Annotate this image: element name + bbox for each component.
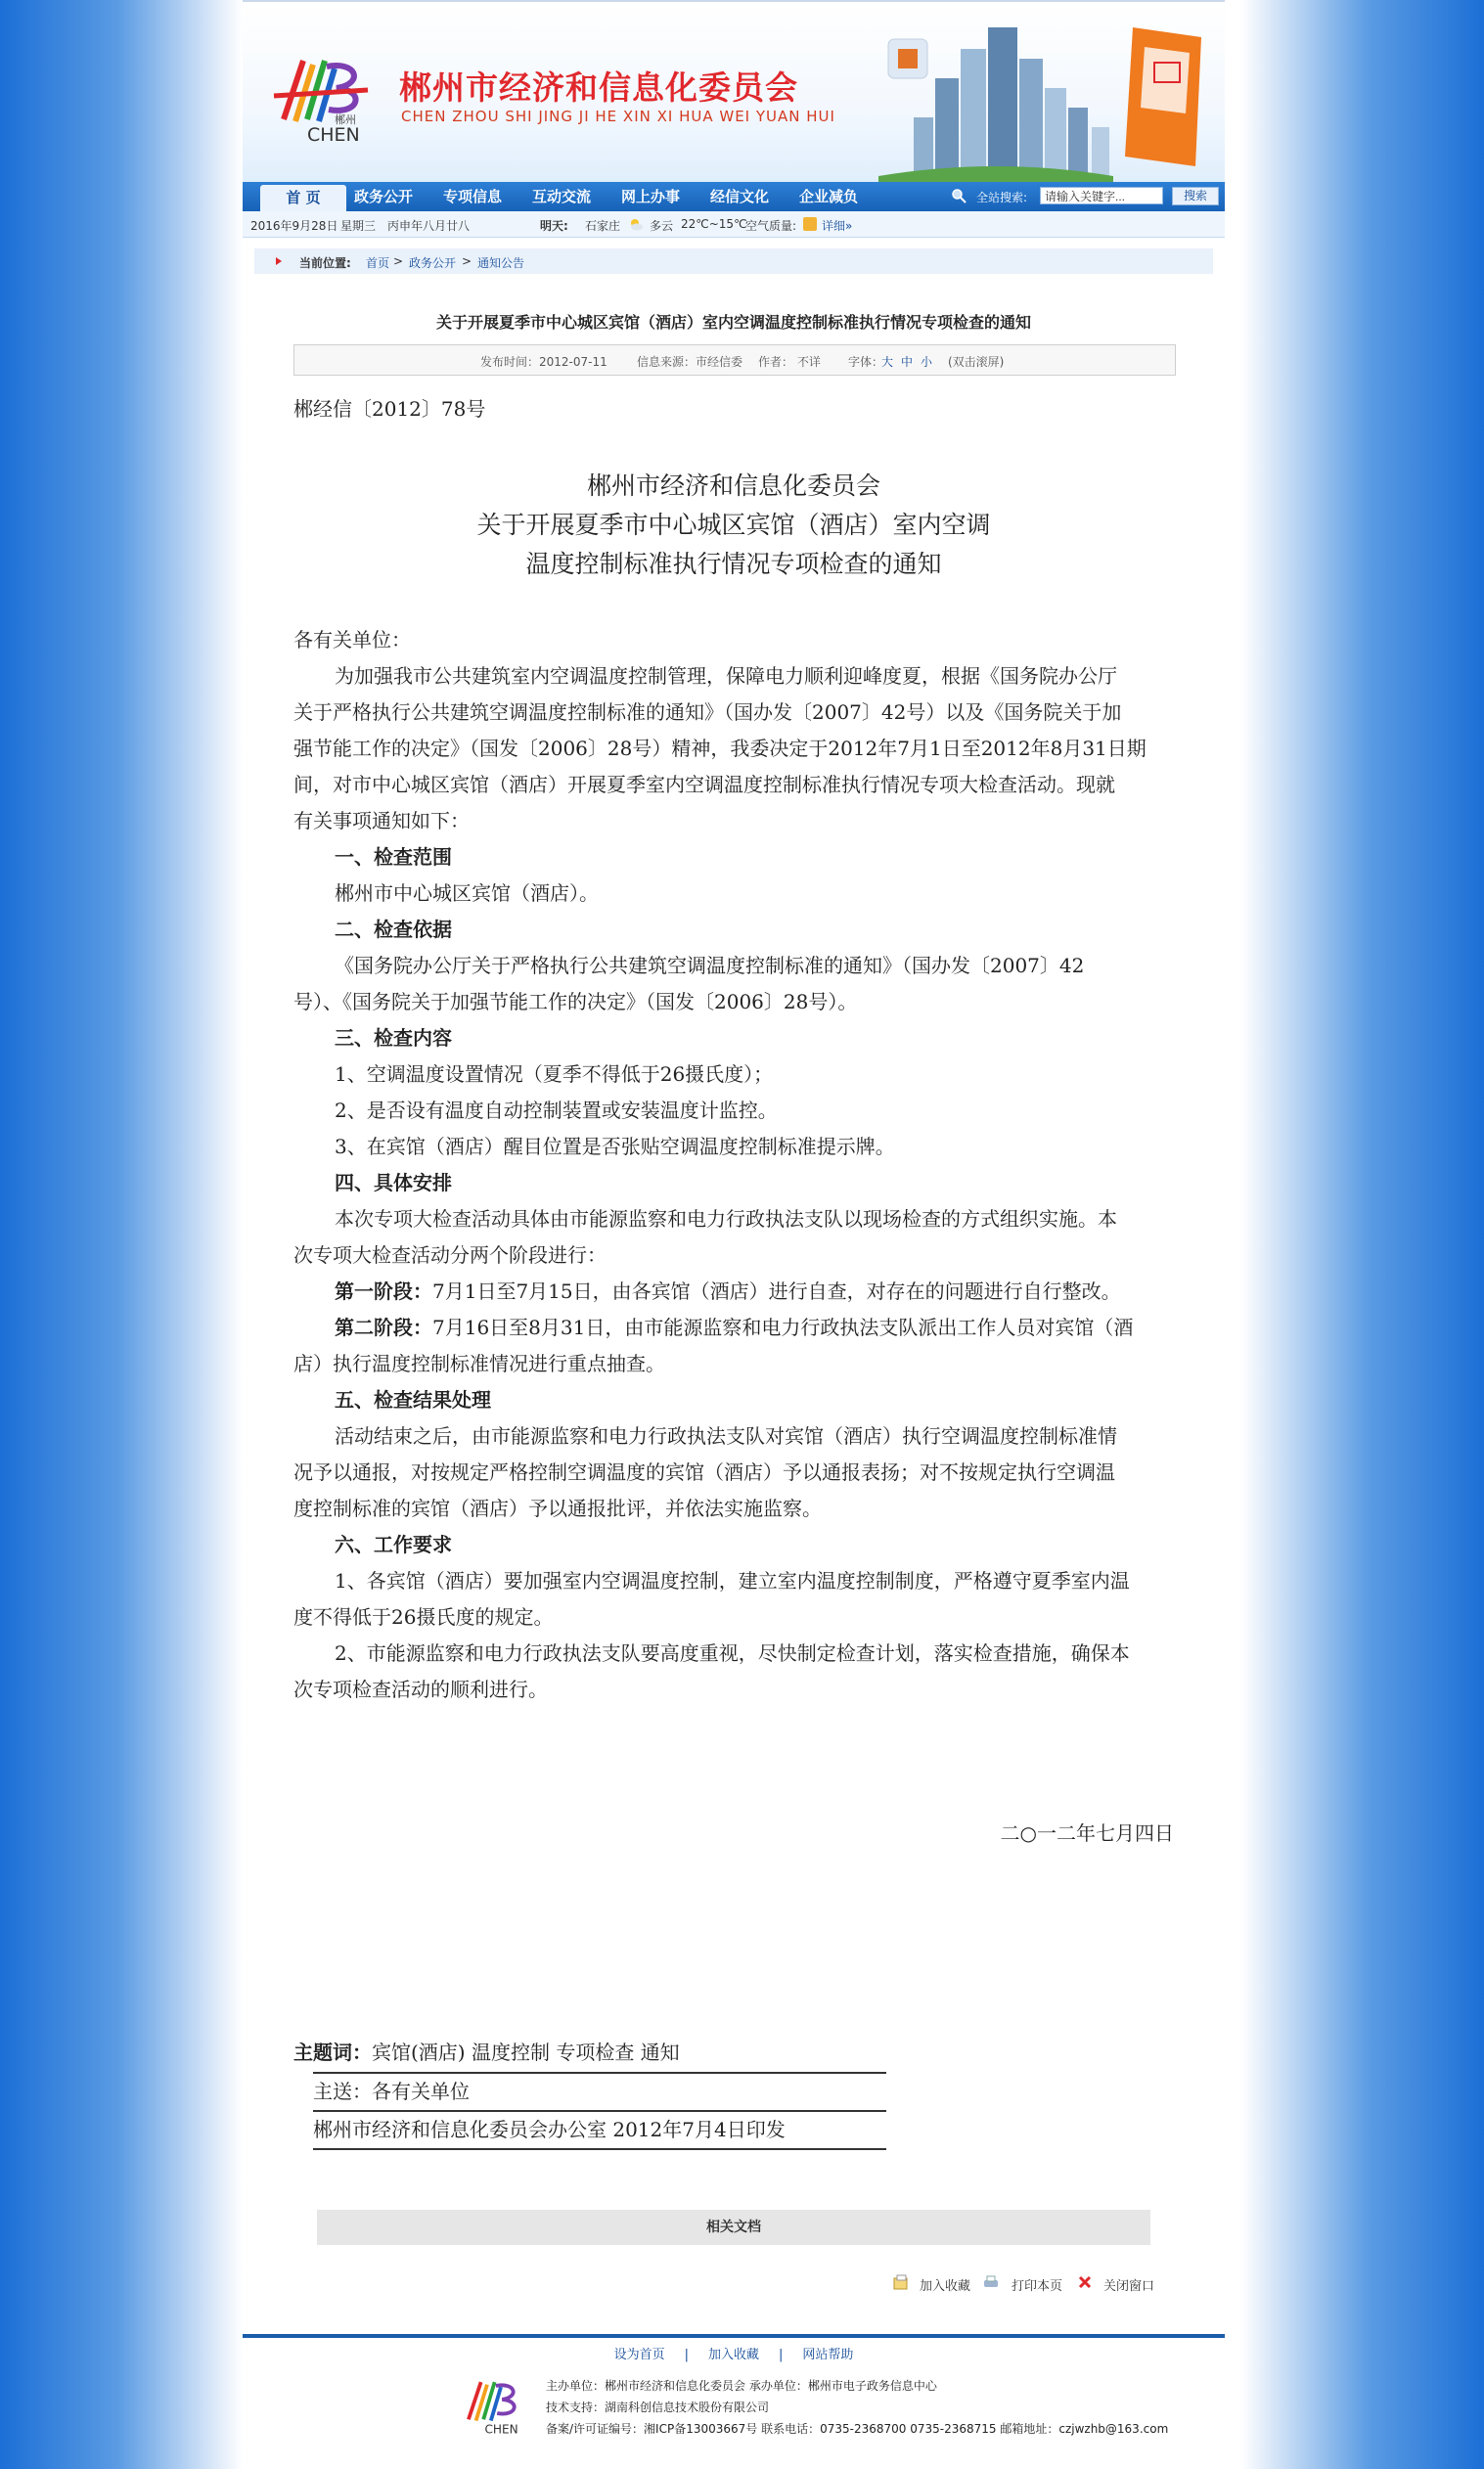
footer-tech-support: 技术支持：湖南科创信息技术股份有限公司 xyxy=(546,2401,770,2414)
site-header xyxy=(243,0,1225,184)
footer-link-separator: | xyxy=(684,2348,689,2362)
doc-section-heading: 六、工作要求 xyxy=(335,1533,452,1556)
doc-number: 郴经信〔2012〕78号 xyxy=(293,397,486,421)
font-size-large-link[interactable]: 大 xyxy=(881,355,894,369)
doc-paragraph-line xyxy=(335,1310,1133,1346)
doc-paragraph-line: 《国务院办公厅关于严格执行公共建筑空调温度控制标准的通知》（国办发〔2007〕42 xyxy=(335,954,1085,977)
weather-tomorrow-label: 明天: xyxy=(540,219,568,233)
nav-interaction[interactable]: 互动交流 xyxy=(532,188,592,205)
font-size-medium-link[interactable]: 中 xyxy=(901,355,914,369)
doc-issuer: 郴州市经济和信息化委员会办公室 2012年7月4日印发 xyxy=(313,2118,786,2141)
doc-recipients xyxy=(313,2074,470,2110)
temperature: 22℃~15℃ xyxy=(681,217,747,231)
info-bar xyxy=(243,211,1225,238)
doc-paragraph-line: 1、各宾馆（酒店）要加强室内空调温度控制，建立室内温度控制制度，严格遵守夏季室内温 xyxy=(335,1569,1130,1593)
breadcrumb-separator: > xyxy=(462,254,472,268)
doc-paragraph-line: 活动结束之后，由市能源监察和电力行政执法支队对宾馆（酒店）执行空调温度控制标准情 xyxy=(335,1424,1117,1448)
nav-burden-reduction[interactable]: 企业减负 xyxy=(799,188,859,205)
svg-text:CHEN: CHEN xyxy=(484,2422,518,2437)
phase-two-text: 7月16日至8月31日，由市能源监察和电力行政执法支队派出工作人员对宾馆（酒 xyxy=(432,1316,1134,1339)
close-window-button[interactable]: 关闭窗口 xyxy=(1103,2279,1155,2294)
footer-record: 备案/许可证编号：湘ICP备13003667号 联系电话：0735-2368700 0735-2368715 邮箱地址：czjwzhb@163.com xyxy=(546,2422,1169,2436)
doc-paragraph-line: 强节能工作的决定》（国发〔2006〕28号）精神，我委决定于2012年7月1日至2012年8月31日期 xyxy=(293,737,1147,760)
print-icon xyxy=(982,2273,1000,2291)
article-meta xyxy=(293,344,1176,376)
search-label: 全站搜索: xyxy=(976,191,1028,204)
close-icon xyxy=(1076,2273,1094,2291)
article-title: 关于开展夏季市中心城区宾馆（酒店）室内空调温度控制标准执行情况专项检查的通知 xyxy=(435,313,1031,332)
font-size-small-link[interactable]: 小 xyxy=(921,355,933,369)
footer-logo-icon xyxy=(460,2372,528,2439)
doc-paragraph-line: 次专项检查活动的顺利进行。 xyxy=(293,1678,548,1701)
air-quality-label: 空气质量: xyxy=(745,219,797,233)
svg-text:CHEN: CHEN xyxy=(307,124,360,144)
footer-links xyxy=(243,2344,1225,2362)
breadcrumb-home[interactable]: 首页 xyxy=(366,256,390,270)
air-quality-icon xyxy=(802,216,818,232)
scroll-hint: (双击滚屏) xyxy=(948,355,1005,369)
recipients-value: 各有关单位 xyxy=(372,2080,470,2103)
site-help-link[interactable]: 网站帮助 xyxy=(802,2348,854,2362)
doc-paragraph-line: 2、市能源监察和电力行政执法支队要高度重视，尽快制定检查计划，落实检查措施，确保本 xyxy=(335,1641,1130,1665)
keywords-label: 主题词： xyxy=(293,2041,372,2064)
doc-section-heading: 二、检查依据 xyxy=(335,918,452,941)
breadcrumb-notices[interactable]: 通知公告 xyxy=(477,256,525,270)
nav-culture[interactable]: 经信文化 xyxy=(710,188,770,205)
publish-time: 发布时间：2012-07-11 xyxy=(480,355,607,369)
nav-online-service[interactable]: 网上办事 xyxy=(621,188,681,205)
favorite-icon xyxy=(892,2273,910,2291)
footer-link-separator: | xyxy=(779,2348,784,2362)
doc-paragraph-line: 为加强我市公共建筑室内空调温度控制管理，保障电力顺利迎峰度夏，根据《国务院办公厅 xyxy=(335,664,1117,688)
doc-title-line-2: 关于开展夏季市中心城区宾馆（酒店）室内空调 xyxy=(476,511,991,539)
breadcrumb-gov-affairs[interactable]: 政务公开 xyxy=(409,256,457,270)
doc-paragraph-line: 店）执行温度控制标准情况进行重点抽查。 xyxy=(293,1352,665,1375)
current-date: 2016年9月28日 xyxy=(250,219,338,233)
footer-divider xyxy=(243,2334,1225,2338)
footer-host: 主办单位：郴州市经济和信息化委员会 承办单位：郴州市电子政务信息中心 xyxy=(546,2379,937,2393)
doc-salutation: 各有关单位： xyxy=(293,628,411,651)
print-page-button[interactable]: 打印本页 xyxy=(1012,2279,1063,2294)
doc-paragraph-line xyxy=(335,1274,1121,1310)
doc-paragraph-line: 本次专项大检查活动具体由市能源监察和电力行政执法支队以现场检查的方式组织实施。本 xyxy=(335,1207,1117,1231)
doc-title-line-1: 郴州市经济和信息化委员会 xyxy=(586,471,880,500)
doc-paragraph-line: 3、在宾馆（酒店）醒目位置是否张贴空调温度控制标准提示牌。 xyxy=(335,1135,895,1158)
doc-date: 二○一二年七月四日 xyxy=(1000,1821,1174,1845)
city-skyline-banner xyxy=(878,20,1225,184)
font-size-label: 字体： xyxy=(848,355,884,369)
phase-one-text: 7月1日至7月15日，由各宾馆（酒店）进行自查，对存在的问题进行自行整改。 xyxy=(432,1279,1121,1303)
recipients-label: 主送： xyxy=(313,2080,372,2103)
breadcrumb-label: 当前位置: xyxy=(299,256,351,270)
magnifier-icon xyxy=(951,188,967,203)
site-logo-icon xyxy=(270,51,378,144)
page xyxy=(243,0,1225,2469)
arrow-right-icon xyxy=(274,256,284,266)
svg-text:郴州: 郴州 xyxy=(335,113,356,126)
phase-two-label: 第二阶段： xyxy=(335,1316,432,1339)
doc-keywords xyxy=(293,2035,680,2071)
doc-section-heading: 三、检查内容 xyxy=(335,1026,452,1050)
related-docs-header: 相关文档 xyxy=(317,2210,1150,2245)
set-homepage-link[interactable]: 设为首页 xyxy=(613,2348,665,2362)
doc-paragraph-line: 度不得低于26摄氏度的规定。 xyxy=(293,1605,554,1629)
keywords-value: 宾馆(酒店) 温度控制 专项检查 通知 xyxy=(372,2041,680,2064)
add-favorite-link[interactable]: 加入收藏 xyxy=(707,2348,759,2362)
weather-details-link[interactable]: 详细» xyxy=(822,219,853,233)
breadcrumb xyxy=(254,248,1213,274)
search-button[interactable]: 搜索 xyxy=(1172,187,1219,205)
doc-paragraph-line: 2、是否设有温度自动控制装置或安装温度计监控。 xyxy=(335,1099,778,1122)
weekday: 星期三 xyxy=(340,219,377,233)
weather-condition: 多云 xyxy=(650,219,674,233)
doc-section-heading: 五、检查结果处理 xyxy=(335,1388,491,1412)
site-title-pinyin: CHEN ZHOU SHI JING JI HE XIN XI HUA WEI YUAN HUI xyxy=(401,108,835,125)
doc-section-heading: 一、检查范围 xyxy=(335,845,452,869)
doc-paragraph-line: 况予以通报，对按规定严格控制空调温度的宾馆（酒店）予以通报表扬；对不按规定执行空调温 xyxy=(293,1460,1115,1484)
doc-paragraph-line: 关于严格执行公共建筑空调温度控制标准的通知》（国办发〔2007〕42号）以及《国务院关于加 xyxy=(293,700,1122,724)
phase-one-label: 第一阶段： xyxy=(335,1279,432,1303)
cloudy-weather-icon xyxy=(628,216,644,232)
doc-section-heading: 四、具体安排 xyxy=(335,1171,452,1194)
info-source: 信息来源：市经信委 xyxy=(637,355,743,369)
lunar-date: 丙申年八月廿八 xyxy=(387,219,471,233)
search-input[interactable] xyxy=(1040,187,1163,204)
nav-gov-affairs[interactable]: 政务公开 xyxy=(354,188,414,205)
nav-home[interactable]: 首 页 xyxy=(260,185,346,211)
site-title: 郴州市经济和信息化委员会 xyxy=(399,68,798,107)
weather-city: 石家庄 xyxy=(585,219,621,233)
main-nav xyxy=(243,182,1225,211)
doc-paragraph-line: 间，对市中心城区宾馆（酒店）开展夏季室内空调温度控制标准执行情况专项大检查活动。现就 xyxy=(293,773,1115,796)
author: 作者： 不详 xyxy=(758,355,821,369)
nav-special-info[interactable]: 专项信息 xyxy=(443,188,503,205)
doc-paragraph-line: 郴州市中心城区宾馆（酒店）。 xyxy=(335,881,599,905)
doc-paragraph-line: 度控制标准的宾馆（酒店）予以通报批评，并依法实施监察。 xyxy=(293,1497,822,1520)
doc-paragraph-line: 有关事项通知如下： xyxy=(293,809,470,832)
divider xyxy=(313,2148,886,2150)
doc-paragraph-line: 次专项大检查活动分两个阶段进行： xyxy=(293,1243,607,1267)
doc-paragraph-line: 1、空调温度设置情况（夏季不得低于26摄氏度）； xyxy=(335,1062,774,1086)
breadcrumb-separator: > xyxy=(393,254,404,268)
doc-title-line-3: 温度控制标准执行情况专项检查的通知 xyxy=(525,550,942,578)
doc-paragraph-line: 号）、《国务院关于加强节能工作的决定》（国发〔2006〕28号）。 xyxy=(293,990,858,1013)
add-favorite-button[interactable]: 加入收藏 xyxy=(920,2279,971,2294)
